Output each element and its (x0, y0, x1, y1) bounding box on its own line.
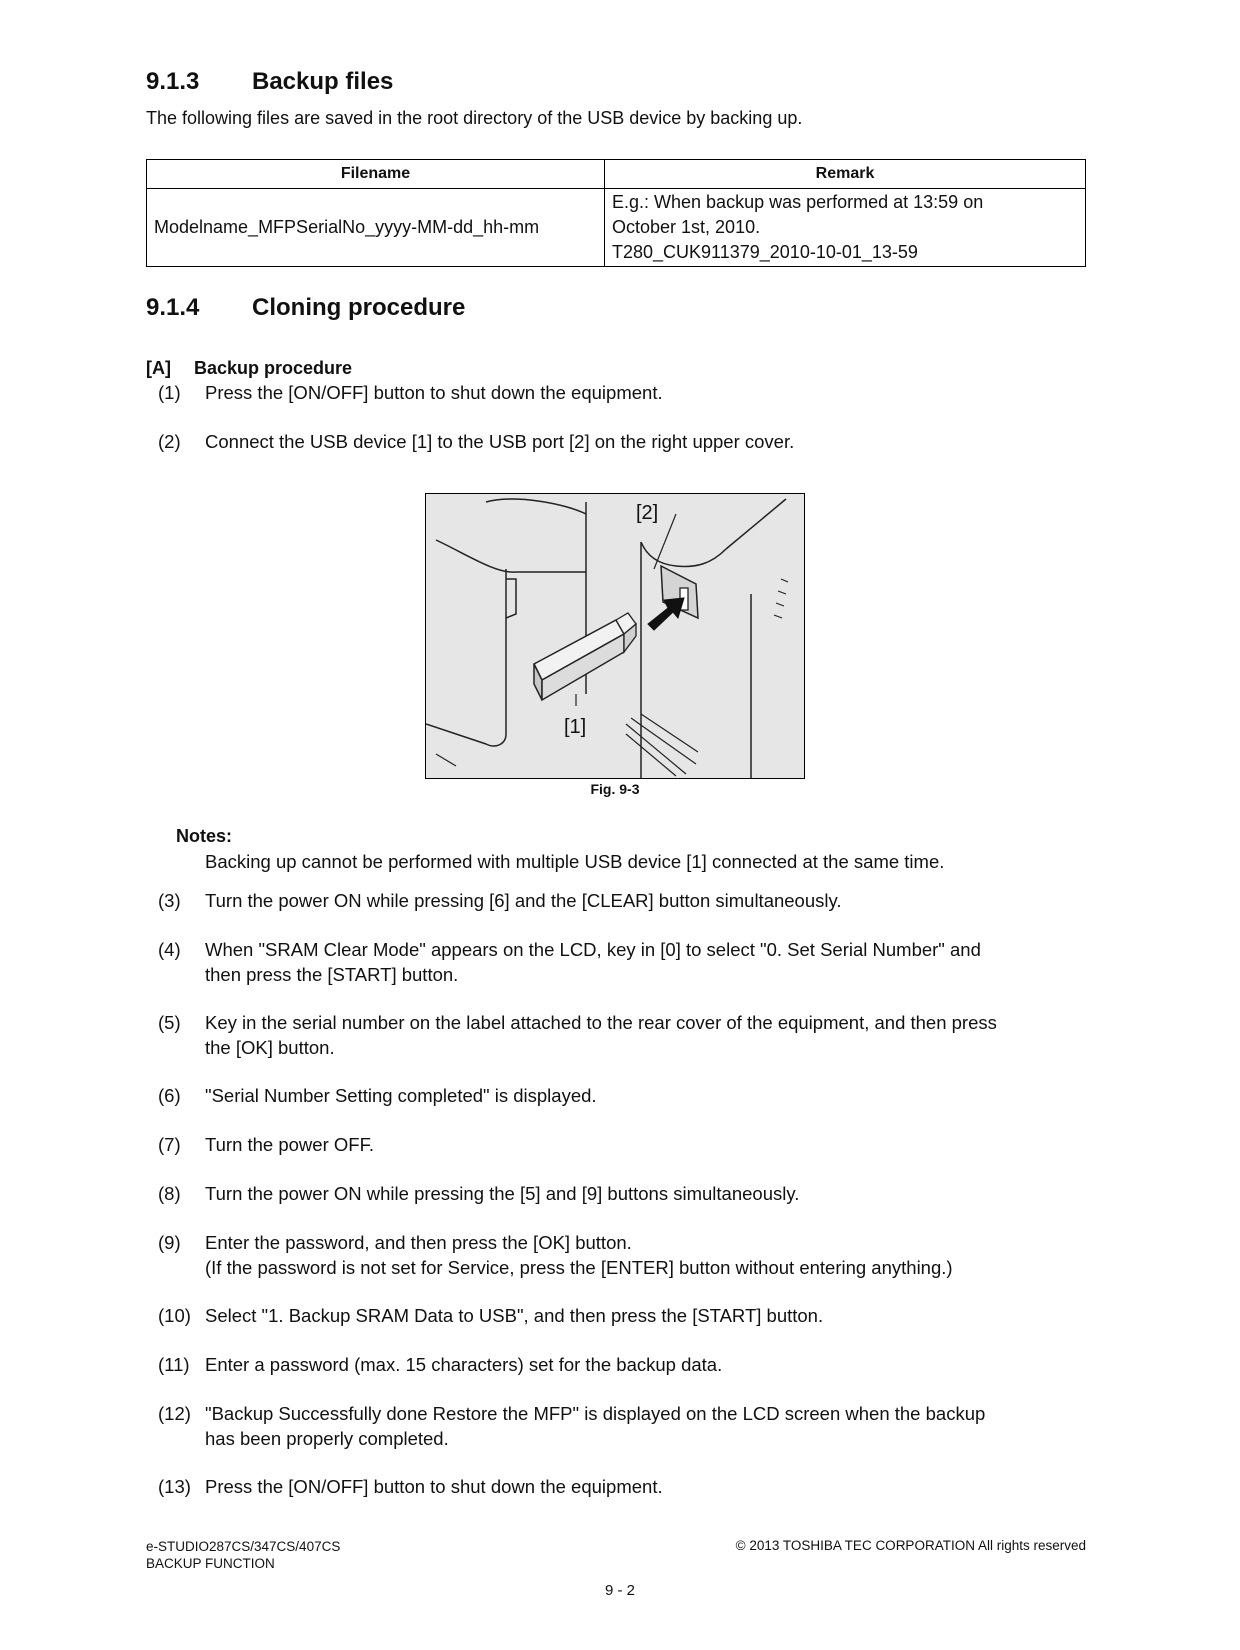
step-text: "Serial Number Setting completed" is displayed. (205, 1085, 597, 1106)
column-header-remark: Remark (605, 160, 1086, 189)
subsection-heading (146, 358, 352, 379)
column-header-filename: Filename (147, 160, 605, 189)
cell-filename: Modelname_MFPSerialNo_yyyy-MM-dd_hh-mm (147, 189, 605, 267)
step-number: (2) (158, 431, 181, 452)
subsection-tag: [A] (146, 358, 171, 378)
section-number: 9.1.4 (146, 294, 200, 321)
step-line: Key in the serial number on the label attached to the rear cover of the equipment, and then press (205, 1012, 997, 1033)
usb-device-label: [1] (564, 716, 587, 738)
step-text (205, 1230, 1095, 1280)
step-line: then press the [START] button. (205, 964, 459, 985)
step-text: Turn the power OFF. (205, 1134, 374, 1155)
step-text: Turn the power ON while pressing [6] and the [CLEAR] button simultaneously. (205, 890, 842, 911)
step-text: Press the [ON/OFF] button to shut down the equipment. (205, 382, 663, 403)
step-number: (5) (158, 1012, 181, 1033)
step-number: (6) (158, 1085, 181, 1106)
step-number: (7) (158, 1134, 181, 1155)
table-header-row (147, 160, 1086, 189)
usb-connection-figure (425, 493, 805, 779)
figure-caption: Fig. 9-3 (590, 781, 640, 797)
step-number: (12) (158, 1403, 191, 1424)
step-number: (10) (158, 1305, 191, 1326)
subsection-title: Backup procedure (194, 358, 353, 378)
step-text: Connect the USB device [1] to the USB port [2] on the right upper cover. (205, 431, 795, 452)
notes-heading: Notes: (176, 826, 233, 846)
section-title: Backup files (252, 68, 394, 95)
step-number: (4) (158, 939, 181, 960)
step-text: Turn the power ON while pressing the [5] and [9] buttons simultaneously. (205, 1183, 800, 1204)
step-number: (9) (158, 1232, 181, 1253)
step-number: (13) (158, 1476, 191, 1497)
footer-model: e-STUDIO287CS/347CS/407CS (146, 1539, 341, 1554)
step-text: Select "1. Backup SRAM Data to USB", and then press the [START] button. (205, 1305, 824, 1326)
backup-files-table (146, 159, 1086, 267)
notes-text: Backing up cannot be performed with multiple USB device [1] connected at the same time. (205, 851, 945, 872)
page-number: 9 - 2 (604, 1582, 635, 1599)
intro-paragraph: The following files are saved in the root directory of the USB device by backing up. (146, 108, 803, 128)
remark-line: October 1st, 2010. (612, 217, 761, 237)
remark-line: E.g.: When backup was performed at 13:59 on (612, 192, 984, 212)
step-line: (If the password is not set for Service, press the [ENTER] button without entering anything.) (205, 1257, 953, 1278)
step-number: (1) (158, 382, 181, 403)
cell-remark (605, 189, 1086, 267)
step-text (205, 1401, 1095, 1451)
table-row (147, 189, 1086, 267)
step-text (205, 1010, 1095, 1060)
remark-line: T280_CUK911379_2010-10-01_13-59 (612, 242, 918, 262)
footer-left (146, 1538, 340, 1572)
step-line: the [OK] button. (205, 1037, 335, 1058)
step-text (205, 937, 1095, 987)
step-text: Press the [ON/OFF] button to shut down the equipment. (205, 1476, 663, 1497)
step-text: Enter a password (max. 15 characters) set for the backup data. (205, 1354, 723, 1375)
step-line: has been properly completed. (205, 1428, 449, 1449)
step-line: When "SRAM Clear Mode" appears on the LCD, key in [0] to select "0. Set Serial Number" and (205, 939, 981, 960)
section-number: 9.1.3 (146, 68, 200, 95)
section-title: Cloning procedure (252, 294, 466, 321)
step-line: Enter the password, and then press the [OK] button. (205, 1232, 632, 1253)
footer-chapter: BACKUP FUNCTION (146, 1556, 275, 1571)
step-number: (3) (158, 890, 181, 911)
footer-copyright: © 2013 TOSHIBA TEC CORPORATION All rights reserved (735, 1538, 1086, 1553)
step-number: (11) (158, 1354, 190, 1375)
section-heading-913 (146, 68, 393, 96)
section-heading-914 (146, 294, 465, 322)
usb-port-label: [2] (636, 502, 659, 524)
step-number: (8) (158, 1183, 181, 1204)
usb-port-illustration (426, 494, 804, 778)
step-line: "Backup Successfully done Restore the MFP" is displayed on the LCD screen when the backup (205, 1403, 986, 1424)
